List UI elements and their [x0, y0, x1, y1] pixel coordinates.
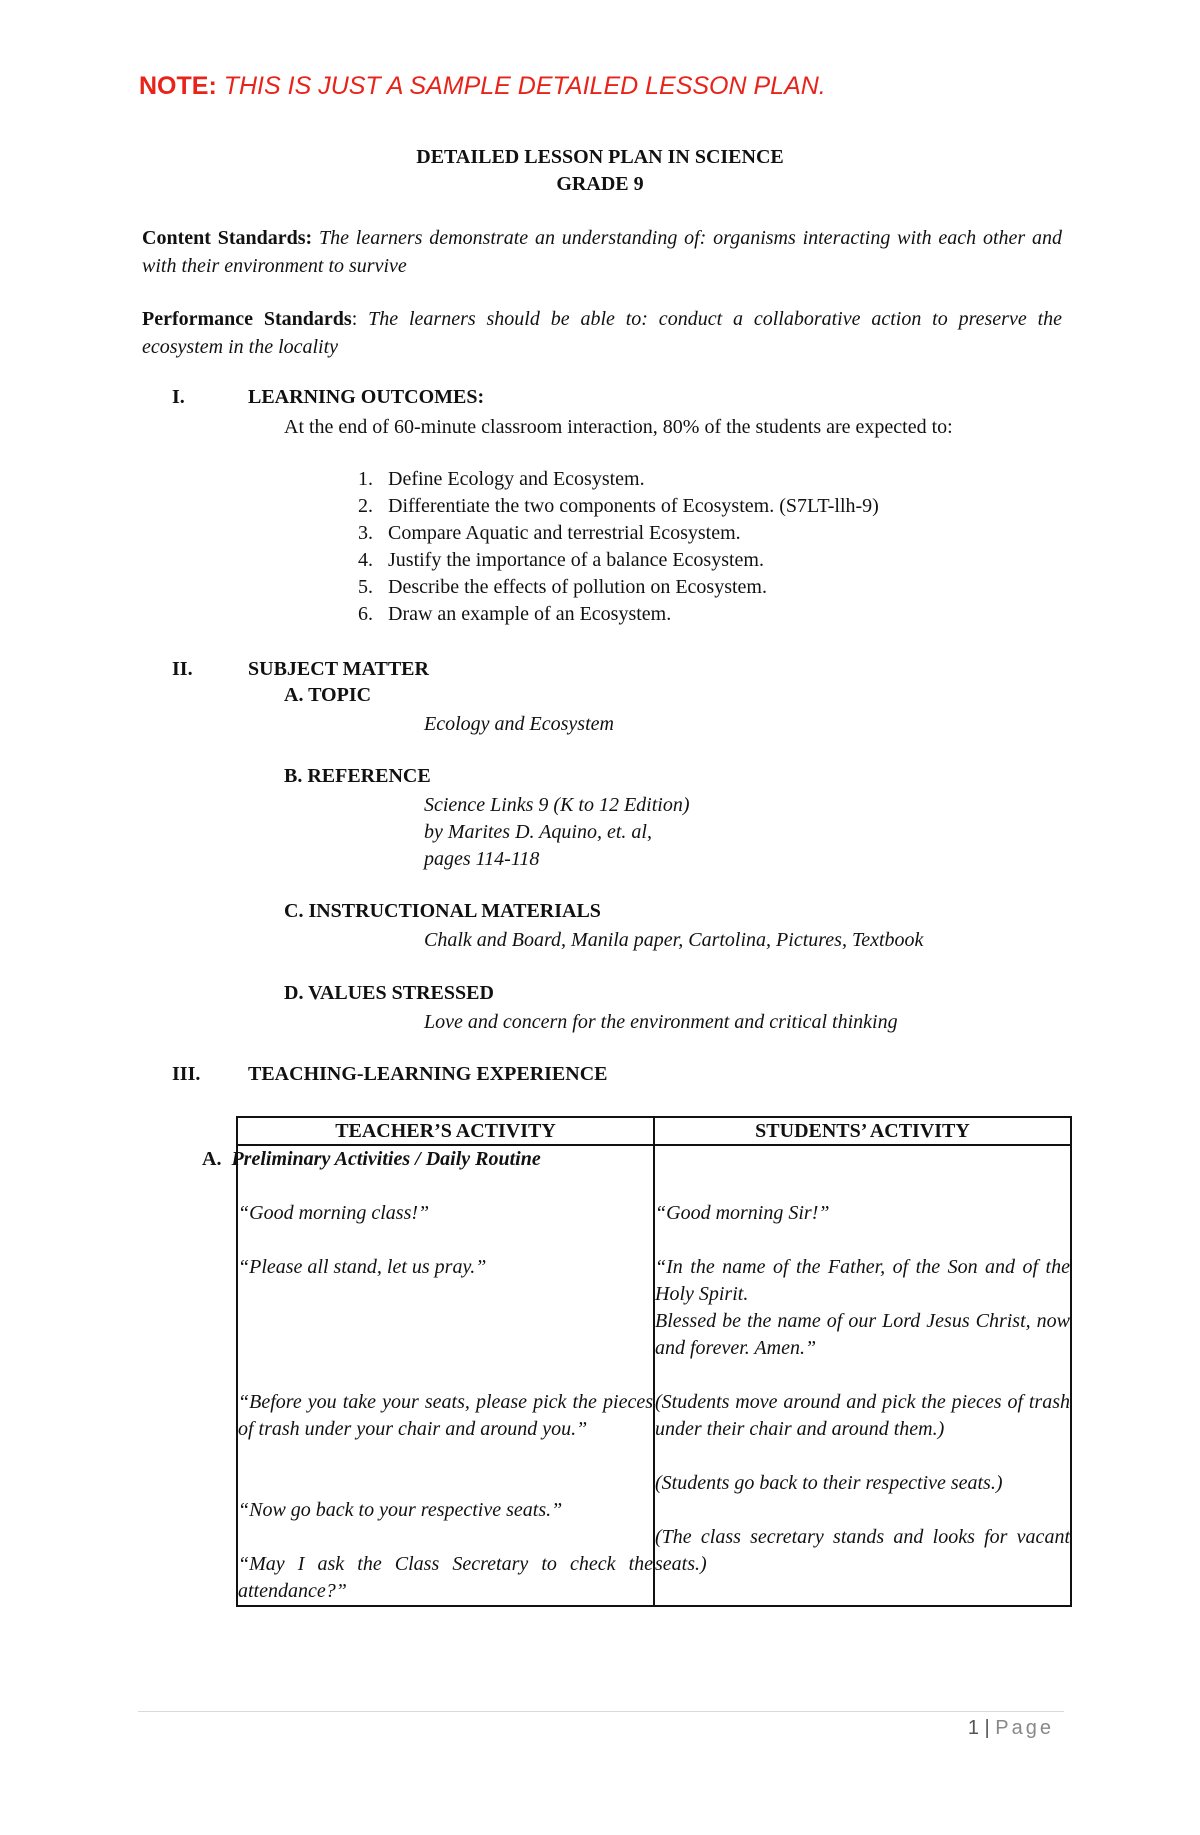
- outcome-text: Define Ecology and Ecosystem.: [388, 468, 645, 490]
- outcome-number: 6.: [358, 603, 373, 625]
- performance-standards: [142, 305, 1062, 361]
- activity-table: [202, 1116, 1072, 1607]
- reference-heading: B. REFERENCE: [284, 765, 431, 787]
- teacher-line: “Before you take your seats, please pick the pieces of trash under your chair and around you.”: [238, 1391, 653, 1440]
- grade-title: GRADE 9: [556, 173, 644, 195]
- outcomes-list: [358, 466, 879, 628]
- sample-note: [139, 72, 826, 101]
- outcome-number: 2.: [358, 495, 373, 517]
- reference-line: by Marites D. Aquino, et. al,: [424, 821, 652, 843]
- list-item: [358, 466, 879, 493]
- section1-number: I.: [172, 386, 185, 408]
- table-header-row: [237, 1117, 1071, 1145]
- teacher-line: “May I ask the Class Secretary to check the attendance?”: [238, 1553, 653, 1602]
- content-standards-text: The learners demonstrate an understanding of: organisms interacting with each other and with their environment to survive: [142, 227, 1063, 277]
- student-line: Blessed be the name of our Lord Jesus Christ, now and forever. Amen.”: [655, 1310, 1070, 1359]
- outcome-number: 3.: [358, 522, 373, 544]
- section2-title: SUBJECT MATTER: [248, 658, 429, 680]
- section3-number: III.: [172, 1063, 201, 1085]
- document-title: DETAILED LESSON PLAN IN SCIENCE: [416, 146, 784, 168]
- note-text: THIS IS JUST A SAMPLE DETAILED LESSON PLAN.: [223, 72, 826, 100]
- outcome-text: Describe the effects of pollution on Ecosystem.: [388, 576, 767, 598]
- students-activity-cell: [654, 1145, 1071, 1606]
- student-line: “Good morning Sir!”: [655, 1202, 830, 1224]
- materials-heading: C. INSTRUCTIONAL MATERIALS: [284, 900, 601, 922]
- values-value: Love and concern for the environment and critical thinking: [424, 1011, 898, 1033]
- outcome-text: Compare Aquatic and terrestrial Ecosystem.: [388, 522, 741, 544]
- page-footer: [0, 1717, 1054, 1740]
- values-heading: D. VALUES STRESSED: [284, 982, 494, 1004]
- note-label: NOTE:: [139, 72, 217, 100]
- topic-heading: A. TOPIC: [284, 684, 372, 706]
- student-line: (Students go back to their respective seats.): [655, 1472, 1003, 1494]
- outcomes-intro: At the end of 60-minute classroom interaction, 80% of the students are expected to:: [284, 416, 953, 438]
- outcome-text: Differentiate the two components of Ecosystem. (S7LT-llh-9): [388, 495, 879, 517]
- outcome-number: 5.: [358, 576, 373, 598]
- page-number: 1: [967, 1717, 979, 1739]
- teacher-line: “Good morning class!”: [238, 1202, 430, 1224]
- section2-number: II.: [172, 658, 193, 680]
- student-line: “In the name of the Father, of the Son and of the Holy Spirit.: [655, 1256, 1070, 1305]
- page-word: Page: [995, 1717, 1054, 1739]
- content-standards: [142, 224, 1062, 280]
- preliminary-letter: A.: [202, 1148, 222, 1170]
- section1-title: LEARNING OUTCOMES:: [248, 386, 485, 408]
- table-row: [237, 1145, 1071, 1606]
- outcome-number: 4.: [358, 549, 373, 571]
- topic-value: Ecology and Ecosystem: [424, 713, 614, 735]
- footer-divider: [138, 1711, 1064, 1712]
- footer-separator: |: [984, 1717, 990, 1739]
- section3-title: TEACHING-LEARNING EXPERIENCE: [248, 1063, 608, 1085]
- students-activity-header: STUDENTS’ ACTIVITY: [654, 1117, 1071, 1145]
- list-item: [358, 520, 879, 547]
- list-item: [358, 493, 879, 520]
- teacher-line: “Now go back to your respective seats.”: [238, 1499, 563, 1521]
- outcome-text: Draw an example of an Ecosystem.: [388, 603, 672, 625]
- performance-standards-label: Performance Standards: [142, 308, 352, 330]
- list-item: [358, 601, 879, 628]
- performance-standards-text: The learners should be able to: conduct a collaborative action to preserve the ecosystem in the locality: [142, 308, 1063, 358]
- reference-line: pages 114-118: [424, 848, 540, 870]
- performance-standards-colon: :: [351, 308, 358, 330]
- preliminary-title: Preliminary Activities / Daily Routine: [231, 1148, 541, 1170]
- content-standards-label: Content Standards:: [142, 227, 313, 249]
- preliminary-heading: [202, 1146, 653, 1173]
- list-item: [358, 574, 879, 601]
- reference-line: Science Links 9 (K to 12 Edition): [424, 794, 690, 816]
- student-line: (Students move around and pick the pieces of trash under their chair and around them.): [655, 1391, 1070, 1440]
- list-item: [358, 547, 879, 574]
- student-line: (The class secretary stands and looks for vacant seats.): [655, 1526, 1070, 1575]
- materials-value: Chalk and Board, Manila paper, Cartolina, Pictures, Textbook: [424, 929, 924, 951]
- teacher-activity-cell: [202, 1145, 654, 1606]
- teacher-line: “Please all stand, let us pray.”: [238, 1256, 487, 1278]
- outcome-text: Justify the importance of a balance Ecosystem.: [388, 549, 764, 571]
- teacher-activity-header: TEACHER’S ACTIVITY: [237, 1117, 654, 1145]
- outcome-number: 1.: [358, 468, 373, 490]
